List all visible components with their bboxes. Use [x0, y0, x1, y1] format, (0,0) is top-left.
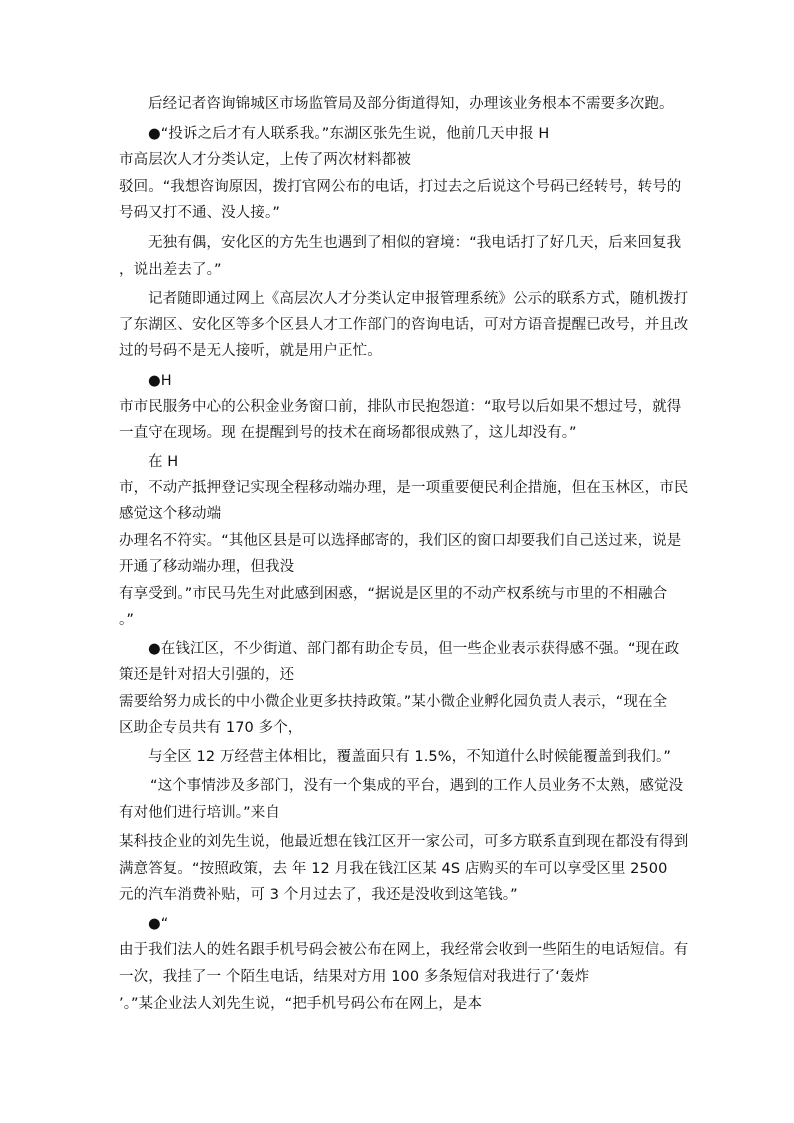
paragraph-line: 一次，我挂了一 个陌生电话，结果对方用 100 多条短信对我进行了‘轰炸: [119, 969, 590, 985]
paragraph-line: 办理名不符实。“其他区县是可以选择邮寄的，我们区的窗口却要我们自己送过来，说是: [119, 533, 682, 549]
paragraph-line: 策还是针对招大引强的，还: [119, 667, 295, 683]
paragraph-line: 记者随即通过网上《高层次人才分类认定申报管理系统》公示的联系方式，随机拨打: [148, 291, 689, 307]
paragraph-line: 某科技企业的刘先生说，他最近想在钱江区开一家公司，可多方联系直到现在都没有得到: [119, 834, 689, 850]
paragraph-line: “这个事情涉及多部门，没有一个集成的平台，遇到的工作人员业务不太熟，感觉没: [150, 778, 684, 794]
paragraph-line: 了东湖区、安化区等多个区县人才工作部门的咨询电话，可对方语音提醒已改号，并且改: [119, 317, 689, 333]
paragraph-line: 在 H: [148, 454, 179, 470]
paragraph-line: ●“: [148, 916, 169, 932]
paragraph-line: 元的汽车消费补贴，可 3 个月过去了，我还是没收到这笔钱。”: [119, 887, 518, 903]
paragraph-line: ●在钱江区，不少街道、部门都有助企专员，但一些企业表示获得感不强。“现在政: [148, 641, 680, 657]
paragraph-line: 一直守在现场。现 在提醒到号的技术在商场都很成熟了，这儿却没有。”: [119, 425, 577, 441]
paragraph-line: 有享受到。”市民马先生对此感到困惑，“据说是区里的不动产权系统与市里的不相融合: [119, 586, 668, 602]
paragraph-line: 过的号码不是无人接听，就是用户正忙。: [119, 343, 382, 359]
paragraph-line: 与全区 12 万经营主体相比，覆盖面只有 1.5%，不知道什么时候能覆盖到我们。”: [148, 749, 671, 765]
paragraph-line: 满意答复。“按照政策，去 年 12 月我在钱江区某 4S 店购买的车可以享受区里 2500: [119, 861, 668, 877]
paragraph-line: 感觉这个移动端: [119, 506, 222, 522]
paragraph-line: ●“投诉之后才有人联系我。”东湖区张先生说，他前几天申报 H: [148, 126, 550, 142]
paragraph-line: 号码又打不通、没人接。”: [119, 205, 280, 221]
paragraph-line: 区助企专员共有 170 多个，: [119, 720, 303, 736]
paragraph-line: 无独有偶，安化区的方先生也遇到了相似的窘境：“我电话打了好几天，后来回复我: [148, 235, 682, 251]
paragraph-line: 驳回。“我想咨询原因，拨打官网公布的电话，打过去之后说这个号码已经转号，转号的: [119, 179, 682, 195]
paragraph-line: ，说出差去了。”: [119, 262, 222, 278]
paragraph-line: 开通了移动端办理，但我没: [119, 559, 295, 575]
paragraph-line: ’。”某企业法人刘先生说，“把手机号码公布在网上，是本: [119, 996, 483, 1012]
paragraph-line: 市市民服务中心的公积金业务窗口前，排队市民抱怨道：“取号以后如果不想过号，就得: [119, 399, 682, 415]
paragraph-line: 。”: [119, 612, 134, 628]
paragraph-line: 市高层次人才分类认定，上传了两次材料都被: [119, 152, 411, 168]
paragraph-line: ●H: [148, 373, 172, 389]
paragraph-line: 市，不动产抵押登记实现全程移动端办理，是一项重要便民利企措施，但在玉林区，市民: [119, 480, 689, 496]
paragraph-line: 由于我们法人的姓名跟手机号码会被公布在网上，我经常会收到一些陌生的电话短信。有: [119, 942, 689, 958]
paragraph-line: 需要给努力成长的中小微企业更多扶持政策。”某小微企业孵化园负责人表示，“现在全: [119, 694, 668, 710]
paragraph-line: 有对他们进行培训。”来自: [119, 805, 280, 821]
paragraph-line: 后经记者咨询锦城区市场监管局及部分街道得知，办理该业务根本不需要多次跑。: [148, 96, 674, 112]
